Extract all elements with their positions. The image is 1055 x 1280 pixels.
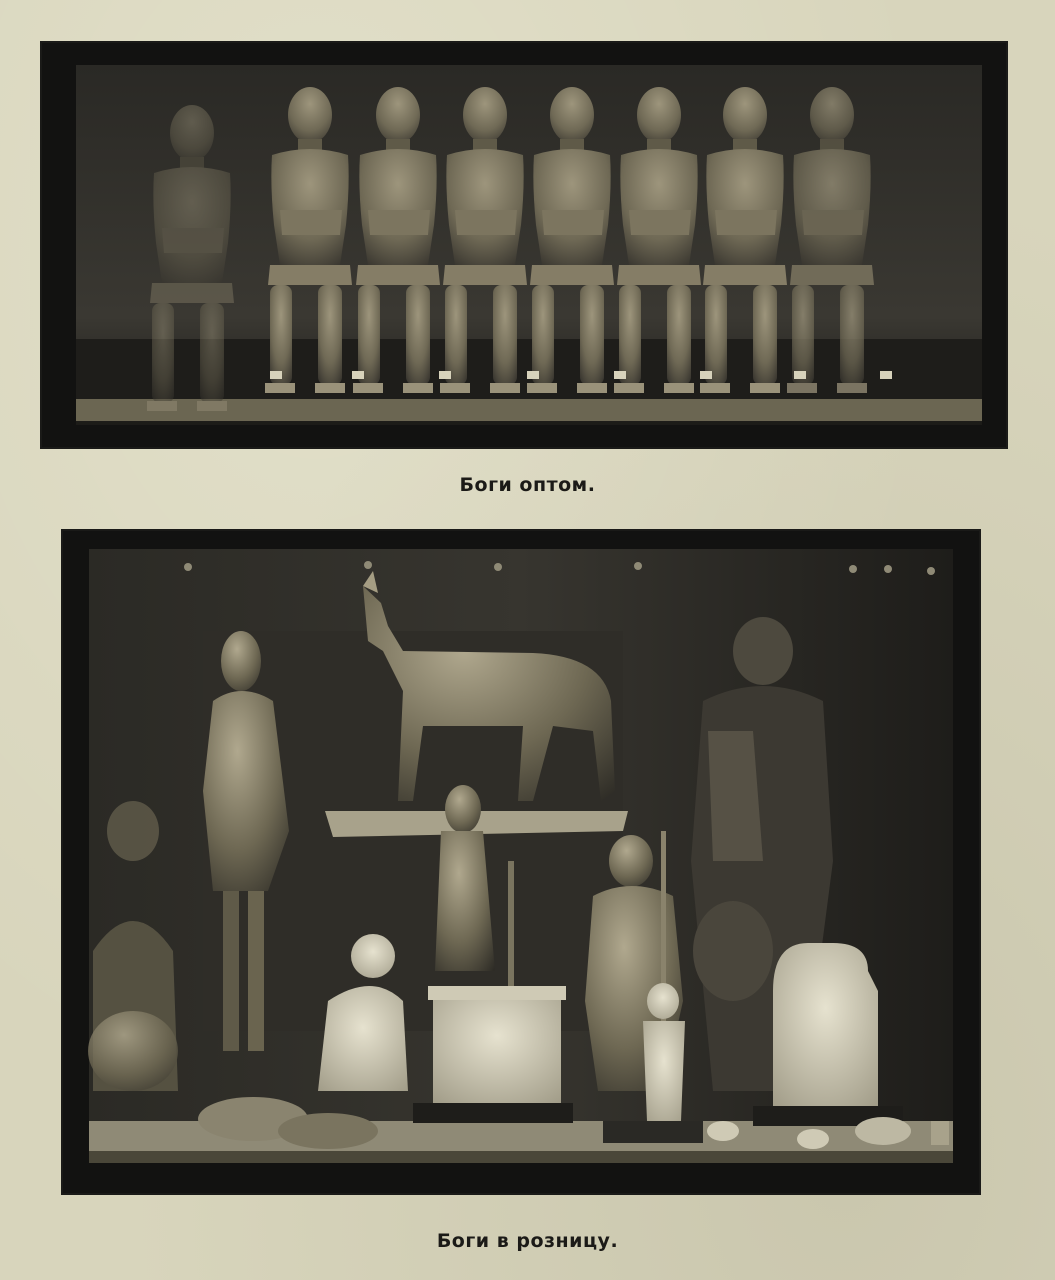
- photo-seated-figures-row: [42, 43, 1006, 447]
- caption-bottom: Боги в розницу.: [436, 1230, 619, 1252]
- caption-top: Боги оптом.: [459, 474, 596, 496]
- assorted-gods-illustration: [63, 531, 979, 1193]
- seated-figures-illustration: [42, 43, 1006, 447]
- photo-assorted-gods-display: [63, 531, 979, 1193]
